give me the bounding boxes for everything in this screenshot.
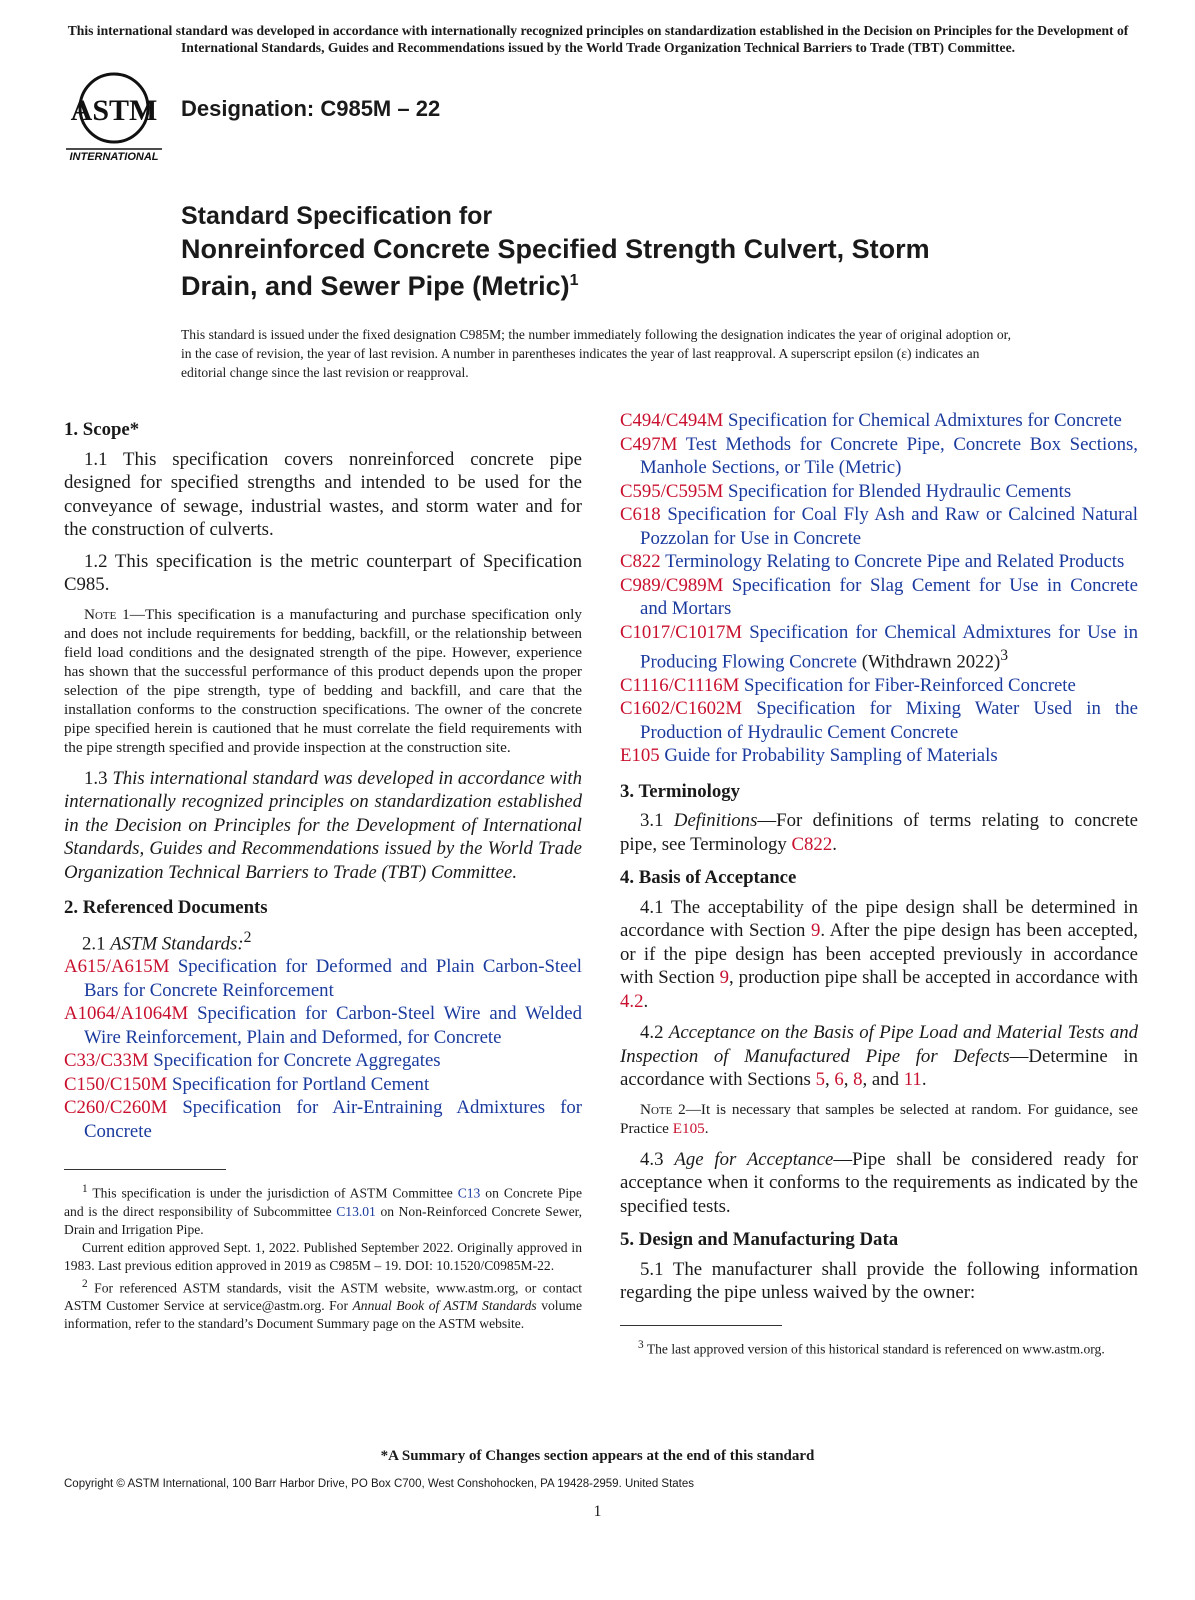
reference-code[interactable]: C1116/C1116M bbox=[620, 674, 740, 696]
reference-code[interactable]: E105 bbox=[620, 745, 660, 767]
footnote-3-mark: 3 bbox=[638, 1338, 644, 1351]
title-line-1: Standard Specification for bbox=[181, 202, 493, 230]
reference-item bbox=[620, 409, 1138, 433]
footnote-1-text-b: on Concrete Pipe and is the direct responsibility of Subcommittee bbox=[64, 1185, 582, 1219]
reference-title[interactable]: Specification for Mixing Water Used in the Production of Hydraulic Cement Concrete bbox=[640, 698, 1138, 743]
para-4-3-text: —Pipe shall be considered ready for acceptance when it conforms to the requirements as indicated by the specified tests. bbox=[620, 1148, 1138, 1217]
note-2: Note 2—It is necessary that samples be selected at random. For guidance, see Practice E105. bbox=[620, 1100, 1138, 1137]
reference-item bbox=[64, 1096, 582, 1143]
reference-item bbox=[620, 574, 1138, 621]
section-heading-refdocs: 2. Referenced Documents bbox=[64, 897, 268, 918]
reference-item bbox=[620, 550, 1138, 574]
reference-list-left bbox=[64, 955, 582, 1143]
reference-title[interactable]: Guide for Probability Sampling of Materials bbox=[664, 745, 998, 767]
astm-logo-mark bbox=[62, 70, 167, 166]
reference-item bbox=[64, 1049, 582, 1073]
title-line-2: Nonreinforced Concrete Specified Strength Culvert, Storm bbox=[181, 234, 930, 264]
document-title bbox=[181, 200, 1081, 302]
subsection-label: ASTM Standards: bbox=[110, 932, 244, 954]
reference-list-right bbox=[620, 409, 1138, 768]
reference-title[interactable]: Specification for Carbon-Steel Wire and Welded Wire Reinforcement, Plain and Deformed, for Concrete bbox=[84, 1003, 582, 1048]
footnote-mark-3: 3 bbox=[1000, 647, 1009, 664]
reference-code[interactable]: A615/A615M bbox=[64, 956, 170, 978]
right-column bbox=[620, 409, 1138, 1358]
para-4-3-label: Age for Acceptance bbox=[674, 1148, 834, 1170]
footnote-rule bbox=[64, 1169, 226, 1170]
footnote-2-text-b: volume information, refer to the standard’s Document Summary page on the ASTM website. bbox=[64, 1298, 582, 1332]
link-section-9a[interactable]: 9 bbox=[810, 920, 821, 942]
para-4-3-num: 4.3 bbox=[640, 1148, 664, 1170]
section-heading-scope: 1. Scope* bbox=[64, 419, 140, 440]
reference-title[interactable]: Specification for Slag Cement for Use in Concrete and Mortars bbox=[640, 574, 1138, 619]
intro-notice: This international standard was developed in accordance with internationally recognized principles on standardization established in the Decision on Principles for the Development of International Standards, Guides and Recommendations issued by the World Trade Organization Technical Barriers to Trade (TBT) Committee. bbox=[67, 23, 1129, 55]
reference-code[interactable]: C260/C260M bbox=[64, 1097, 168, 1119]
note-1-label: Note 1 bbox=[84, 605, 130, 623]
link-c13-01[interactable]: C13.01 bbox=[336, 1203, 376, 1219]
reference-item bbox=[620, 697, 1138, 744]
reference-title[interactable]: Test Methods for Concrete Pipe, Concrete Box Sections, Manhole Sections, or Tile (Metric) bbox=[640, 433, 1138, 478]
footnote-rule-right bbox=[620, 1325, 782, 1326]
note-2-text: —It is necessary that samples be selected at random. For guidance, see Practice bbox=[620, 1100, 1138, 1137]
para-4-1-b: . After the pipe design has been accepted, or if the pipe design has been accepted previously in accordance with Section bbox=[620, 920, 1138, 989]
para-5-1: 5.1 The manufacturer shall provide the following information regarding the pipe unless waived by the owner: bbox=[620, 1258, 1138, 1304]
para-1-3 bbox=[64, 767, 582, 885]
section-heading-terminology: 3. Terminology bbox=[620, 780, 741, 802]
link-section-5[interactable]: 5 bbox=[815, 1069, 825, 1091]
para-4-2: 4.2 Acceptance on the Basis of Pipe Load and Material Tests and Inspection of Manufactured Pipe for Defects—Determine in accordance with Sections 5, 6, 8, and 11. bbox=[620, 1022, 1138, 1091]
para-4-1-a: 4.1 The acceptability of the pipe design shall be determined in accordance with Section bbox=[620, 896, 1138, 942]
reference-title[interactable]: Specification for Blended Hydraulic Cements bbox=[728, 480, 1072, 502]
para-3-1-text: —For definitions of terms relating to concrete pipe, see Terminology bbox=[620, 810, 1138, 855]
reference-code[interactable]: C1017/C1017M bbox=[620, 621, 743, 643]
link-section-9b[interactable]: 9 bbox=[719, 967, 729, 989]
para-4-1-d: . bbox=[643, 990, 649, 1012]
reference-item bbox=[64, 955, 582, 1002]
para-4-1-c: , production pipe shall be accepted in accordance with bbox=[728, 967, 1138, 989]
reference-status: (Withdrawn 2022) bbox=[857, 651, 1001, 673]
footnote-3 bbox=[620, 1336, 1138, 1359]
reference-item bbox=[620, 503, 1138, 550]
para-4-1 bbox=[620, 896, 1138, 1014]
reference-item bbox=[620, 480, 1138, 504]
para-4-3 bbox=[620, 1148, 1138, 1219]
footnote-2 bbox=[64, 1275, 582, 1334]
para-3-1-num: 3.1 bbox=[640, 810, 664, 832]
reference-item bbox=[620, 674, 1138, 698]
footnote-2-mark: 2 bbox=[82, 1277, 88, 1290]
copyright-line: Copyright © ASTM International, 100 Barr Harbor Drive, PO Box C700, West Conshohocken, PA 19428-2959. United States bbox=[64, 1478, 695, 1490]
astm-standards-label bbox=[64, 926, 582, 956]
reference-title[interactable]: Specification for Concrete Aggregates bbox=[153, 1050, 441, 1072]
logo-letters: ASTM bbox=[70, 94, 158, 127]
para-3-1-end: . bbox=[832, 833, 837, 855]
footnote-2-text-a: For referenced ASTM standards, visit the ASTM website, www.astm.org, or contact ASTM Customer Service at service@astm.org. For bbox=[64, 1280, 582, 1314]
reference-code[interactable]: A1064/A1064M bbox=[64, 1003, 189, 1025]
astm-logo bbox=[62, 70, 167, 166]
link-section-11[interactable]: 11 bbox=[903, 1069, 922, 1091]
footnote-3-text: The last approved version of this historical standard is referenced on www.astm.org. bbox=[643, 1341, 1105, 1357]
issuance-statement: This standard is issued under the fixed designation C985M; the number immediately following the designation indicates the year of original adoption or, in the case of revision, the year of last revision. A number in parentheses indicates the year of last reapproval. A superscript epsilon (ε) indicates an editorial change since the last revision or reapproval. bbox=[181, 327, 1012, 380]
reference-code[interactable]: C150/C150M bbox=[64, 1073, 168, 1095]
reference-title[interactable]: Specification for Portland Cement bbox=[172, 1073, 430, 1095]
title-line-3: Drain, and Sewer Pipe (Metric) bbox=[181, 271, 570, 301]
left-column bbox=[64, 418, 582, 1333]
para-1-3-text: This international standard was developed in accordance with internationally recognized principles on standardization established in the Decision on Principles for the Development of International Standards, Guides and Recommendations issued by the World Trade Organization Technical Barriers to Trade (TBT) Committee. bbox=[64, 767, 582, 883]
para-4-2-text: —Determine in accordance with Sections bbox=[620, 1045, 1138, 1091]
note-1 bbox=[64, 605, 582, 757]
footnote-2-italic: Annual Book of ASTM Standards bbox=[352, 1298, 537, 1314]
para-1-1: 1.1 This specification covers nonreinforced concrete pipe designed for specified strengths and intended to be used for the conveyance of sewage, industrial wastes, and storm water and for the construction of culverts. bbox=[64, 448, 582, 540]
para-1-2: 1.2 This specification is the metric counterpart of Specification C985. bbox=[64, 550, 582, 595]
summary-of-changes-note: *A Summary of Changes section appears at the end of this standard bbox=[380, 1448, 815, 1464]
link-section-6[interactable]: 6 bbox=[834, 1069, 844, 1091]
note-1-text: —This specification is a manufacturing and purchase specification only and does not include requirements for bedding, backfill, or the relationship between field load conditions and the designated strength of the pipe. However, experience has shown that the successful performance of this product depends upon the proper selection of the pipe strength, type of bedding and backfill, and care that the installation conforms to the construction specifications. The owner of the concrete pipe specified herein is cautioned that he must correlate the field requirements with the pipe strength specified and provide inspection at the construction site. bbox=[64, 605, 582, 756]
link-section-4-2[interactable]: 4.2 bbox=[620, 990, 644, 1012]
reference-item bbox=[620, 433, 1138, 480]
link-section-8[interactable]: 8 bbox=[853, 1069, 863, 1091]
reference-item bbox=[620, 621, 1138, 674]
reference-title[interactable]: Specification for Fiber-Reinforced Concrete bbox=[744, 674, 1076, 696]
para-3-1-label: Definitions bbox=[673, 810, 758, 832]
reference-item bbox=[64, 1002, 582, 1049]
reference-code[interactable]: C33/C33M bbox=[64, 1050, 149, 1072]
reference-title[interactable]: Specification for Deformed and Plain Carbon-Steel Bars for Concrete Reinforcement bbox=[84, 956, 582, 1001]
reference-item bbox=[64, 1073, 582, 1097]
section-heading-basis: 4. Basis of Acceptance bbox=[620, 867, 797, 889]
reference-item bbox=[620, 744, 1138, 768]
para-1-3-num: 1.3 bbox=[84, 767, 108, 789]
reference-code[interactable]: C989/C989M bbox=[620, 574, 724, 596]
footnote-mark-2: 2 bbox=[243, 928, 252, 946]
page-number: 1 bbox=[593, 1503, 602, 1520]
reference-title[interactable]: Specification for Coal Fly Ash and Raw or Calcined Natural Pozzolan for Use in Concrete bbox=[640, 504, 1138, 549]
link-c13[interactable]: C13 bbox=[457, 1185, 481, 1201]
reference-title[interactable]: Specification for Chemical Admixtures for Concrete bbox=[728, 410, 1122, 431]
reference-code[interactable]: C822 bbox=[620, 551, 661, 572]
reference-code[interactable]: C595/C595M bbox=[620, 480, 724, 502]
logo-subtitle: INTERNATIONAL bbox=[69, 151, 159, 163]
subsection-num: 2.1 bbox=[82, 932, 106, 954]
para-3-1 bbox=[620, 809, 1138, 856]
reference-code[interactable]: C618 bbox=[620, 504, 661, 525]
section-heading-design: 5. Design and Manufacturing Data bbox=[620, 1229, 899, 1251]
para-4-2-label: Acceptance on the Basis of Pipe Load and Material Tests and Inspection of Manufactured Pipe for Defects bbox=[620, 1022, 1138, 1067]
reference-title[interactable]: Terminology Relating to Concrete Pipe and Related Products bbox=[665, 551, 1125, 572]
note-2-label: Note 2 bbox=[640, 1100, 686, 1118]
reference-title[interactable]: Specification for Chemical Admixtures for Use in Producing Flowing Concrete bbox=[640, 621, 1138, 673]
designation: Designation: C985M – 22 bbox=[181, 96, 441, 121]
title-footnote-mark: 1 bbox=[569, 272, 579, 289]
footnote-1-edition: Current edition approved Sept. 1, 2022. Published September 2022. Originally approved in 1983. Last previous edition approved in 2019 as C985M – 19. DOI: 10.1520/C0985M-22. bbox=[64, 1239, 582, 1273]
footnote-1-text-c: on Non-Reinforced Concrete Sewer, Drain and Irrigation Pipe. bbox=[64, 1203, 583, 1237]
link-c822[interactable]: C822 bbox=[791, 833, 833, 855]
reference-code[interactable]: C494/C494M bbox=[620, 410, 724, 431]
reference-title[interactable]: Specification for Air-Entraining Admixtures for Concrete bbox=[84, 1097, 582, 1142]
footnote-1-text-a: This specification is under the jurisdiction of ASTM Committee bbox=[87, 1185, 458, 1201]
footnote-1-mark: 1 bbox=[82, 1183, 88, 1196]
para-4-2-num: 4.2 bbox=[640, 1022, 664, 1044]
reference-code[interactable]: C497M bbox=[620, 433, 678, 455]
footnote-1 bbox=[64, 1180, 582, 1239]
reference-code[interactable]: C1602/C1602M bbox=[620, 698, 743, 720]
link-e105[interactable]: E105 bbox=[672, 1119, 705, 1137]
